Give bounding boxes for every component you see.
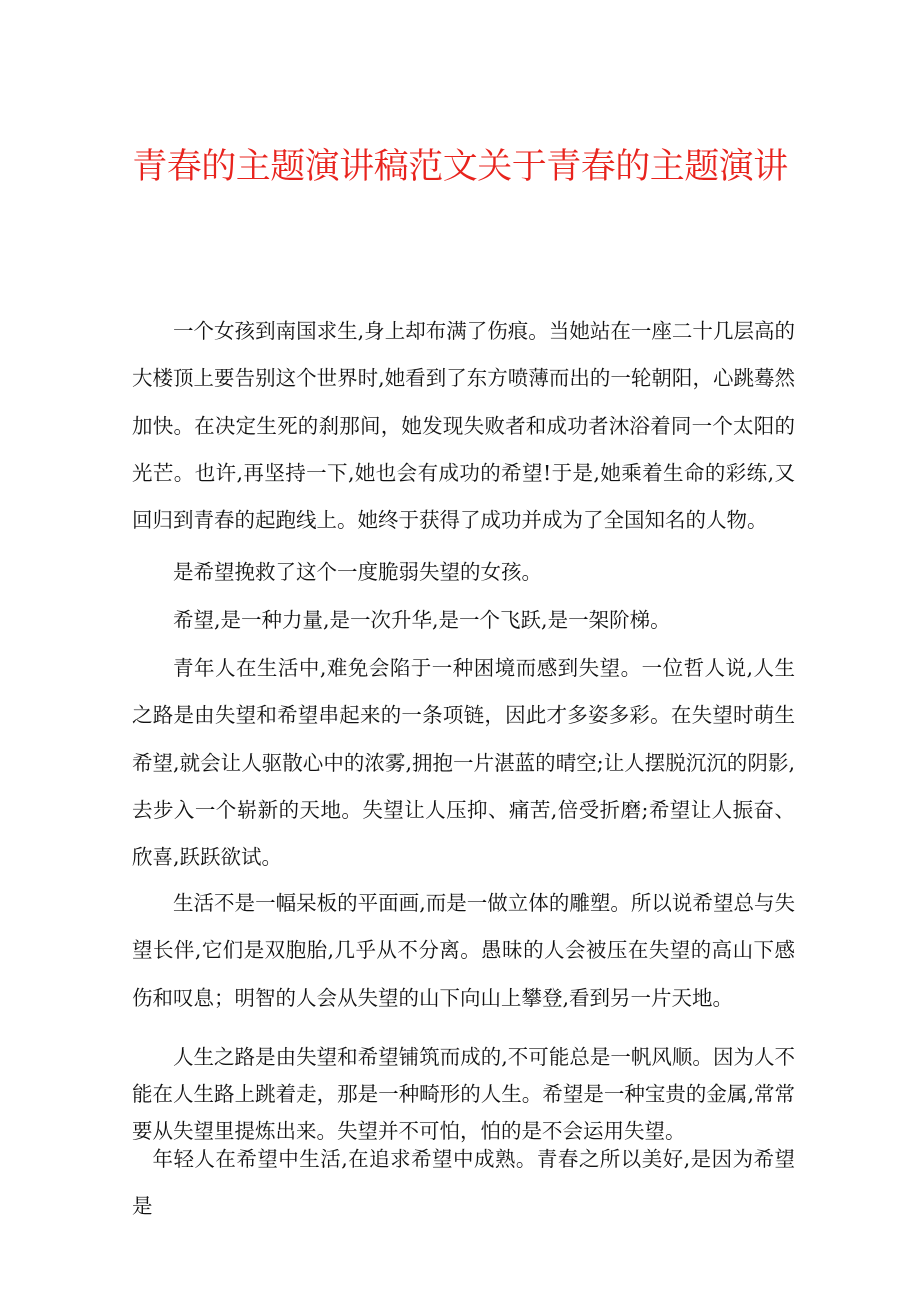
paragraph-2: 是希望挽救了这个一度脆弱失望的女孩。 bbox=[173, 560, 542, 584]
document-title: 青春的主题演讲稿范文关于青春的主题演讲 bbox=[132, 147, 788, 187]
paragraph-3: 希望,是一种力量,是一次升华,是一个飞跃,是一架阶梯。 bbox=[173, 608, 671, 632]
paragraph-6: 人生之路是由失望和希望铺筑而成的,不可能总是一帆风顺。因为人不能在人生路上跳着走，那是一种畸形的人生。希望是一种宝贵的金属,常常要从失望里提炼出来。失望并不可怕，怕的是不会运用失望。 bbox=[132, 1045, 795, 1143]
paragraph-1: 一个女孩到南国求生,身上却布满了伤痕。当她站在一座二十几层高的大楼顶上要告别这个世界时,她看到了东方喷薄而出的一轮朝阳，心跳蓦然加快。在决定生死的刹那间，她发现失败者和成功者沐浴着同一个太阳的光芒。也许,再坚持一下,她也会有成功的希望!于是,她乘着生命的彩练,又回归到青春的起跑线上。她终于获得了成功并成为了全国知名的人物。 bbox=[132, 319, 795, 533]
paragraph-5: 生活不是一幅呆板的平面画,而是一做立体的雕塑。所以说希望总与失望长伴,它们是双胞胎,几乎从不分离。愚昧的人会被压在失望的高山下感伤和叹息；明智的人会从失望的山下向山上攀登,看到另一片天地。 bbox=[132, 891, 795, 1010]
paragraph-7: 年轻人在希望中生活,在追求希望中成熟。青春之所以美好,是因为希望是 bbox=[132, 1147, 795, 1219]
paragraph-4: 青年人在生活中,难免会陷于一种困境而感到失望。一位哲人说,人生之路是由失望和希望串起来的一条项链，因此才多姿多彩。在失望时萌生希望,就会让人驱散心中的浓雾,拥抱一片湛蓝的晴空;让人摆脱沉沉的阴影,去步入一个崭新的天地。失望让人压抑、痛苦,倍受折磨;希望让人振奋、欣喜,跃跃欲试。 bbox=[132, 656, 795, 870]
